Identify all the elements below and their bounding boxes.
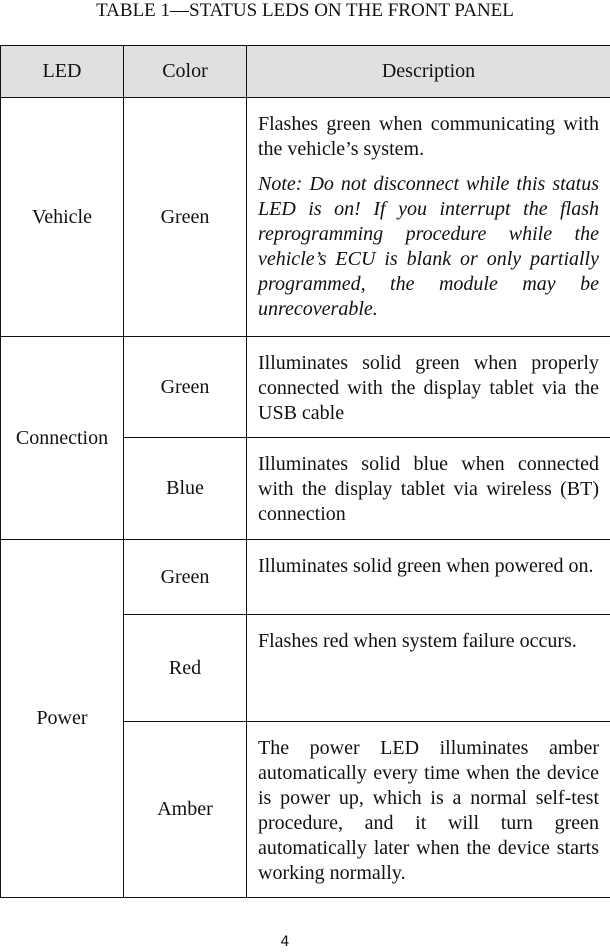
description-power-green: Illuminates solid green when powered on.: [247, 540, 610, 615]
description-connection-green: Illuminates solid green when properly connected with the display tablet via the USB cable: [247, 337, 610, 438]
led-vehicle: Vehicle: [1, 98, 124, 337]
description-vehicle: [247, 98, 610, 337]
led-connection: Connection: [1, 337, 124, 540]
description-power-red: Flashes red when system failure occurs.: [247, 615, 610, 722]
header-led: LED: [1, 46, 124, 98]
color-connection-blue: Blue: [124, 438, 247, 540]
table-row-connection-green: [1, 337, 610, 438]
color-vehicle-green: Green: [124, 98, 247, 337]
description-connection-blue: Illuminates solid blue when connected with the display tablet via wireless (BT) connection: [247, 438, 610, 540]
page-number: 4: [280, 934, 290, 950]
header-row: [1, 46, 610, 98]
table-body: [1, 98, 610, 898]
color-connection-green: Green: [124, 337, 247, 438]
description-power-amber: The power LED illuminates amber automatically every time when the device is power up, which is a normal self-test procedure, and it will turn green automatically later when the device starts working normally.: [247, 722, 610, 898]
description-vehicle-text: Flashes green when communicating with the vehicle’s system.: [258, 113, 599, 160]
table-row-vehicle: [1, 98, 610, 337]
table-caption: TABLE 1—STATUS LEDS ON THE FRONT PANEL: [96, 0, 514, 21]
table-row-power-green: [1, 540, 610, 615]
header-description: Description: [247, 46, 610, 98]
color-power-green: Green: [124, 540, 247, 615]
color-power-amber: Amber: [124, 722, 247, 898]
status-led-table: [0, 45, 610, 898]
table-header: [1, 46, 610, 98]
led-power: Power: [1, 540, 124, 898]
color-power-red: Red: [124, 615, 247, 722]
description-vehicle-note: Note: Do not disconnect while this status LED is on! If you interrupt the flash reprogramming procedure while the vehicle’s ECU is blank or only partially programmed, the module may be unrecoverable.: [258, 173, 599, 320]
header-color: Color: [124, 46, 247, 98]
